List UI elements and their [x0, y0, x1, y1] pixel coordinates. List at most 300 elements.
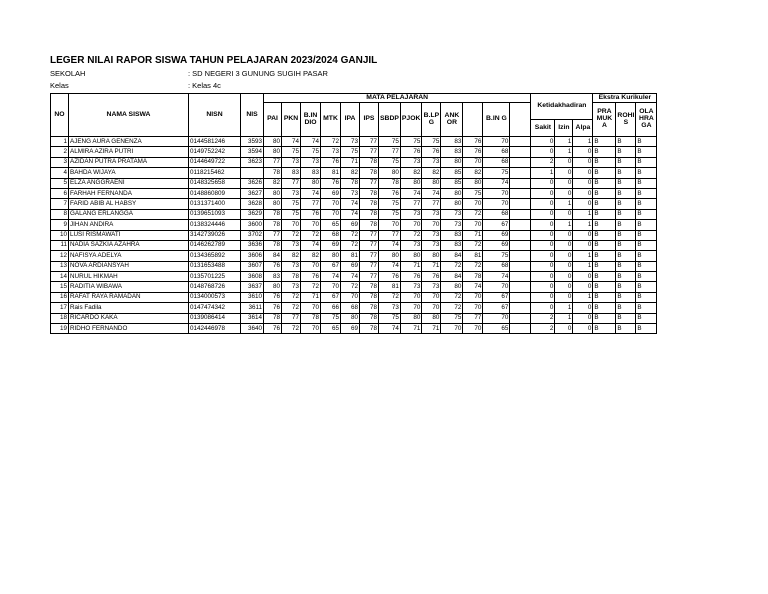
- cell-score: 71: [301, 292, 321, 302]
- school-value: : SD NEGERI 3 GUNUNG SUGIH PASAR: [188, 69, 328, 78]
- cell-absence: 0: [573, 324, 593, 334]
- cell-student-name: GALANG ERLANGGA: [69, 209, 189, 219]
- cell-extra: B: [636, 137, 657, 147]
- cell-score: 76: [379, 272, 401, 282]
- cell-score: 75: [282, 209, 301, 219]
- cell-score: 73: [321, 147, 341, 157]
- cell-score: 73: [422, 282, 441, 292]
- cell-extra: B: [636, 230, 657, 240]
- cell-extra: B: [593, 157, 616, 167]
- cell-no: 17: [51, 303, 69, 313]
- cell-score: 72: [282, 324, 301, 334]
- cell-score: 69: [483, 240, 510, 250]
- cell-score: 78: [360, 220, 379, 230]
- cell-score: 77: [301, 199, 321, 209]
- cell-no: 12: [51, 251, 69, 261]
- col-header-subjects: MATA PELAJARAN: [264, 94, 531, 103]
- cell-score: 80: [264, 199, 282, 209]
- cell-score: 75: [400, 137, 422, 147]
- cell-absence: 2: [531, 313, 555, 323]
- cell-absence: 2: [531, 157, 555, 167]
- cell-score: 77: [264, 230, 282, 240]
- cell-nis: 3628: [241, 199, 264, 209]
- cell-no: 4: [51, 168, 69, 178]
- cell-score: 69: [341, 324, 360, 334]
- table-row: [51, 157, 657, 167]
- cell-score: 70: [321, 282, 341, 292]
- cell-extra: B: [593, 272, 616, 282]
- cell-score: 75: [463, 188, 483, 198]
- cell-score: 75: [321, 313, 341, 323]
- cell-score: 78: [264, 168, 282, 178]
- cell-score: 65: [483, 324, 510, 334]
- table-row: [51, 188, 657, 198]
- cell-extra: B: [636, 282, 657, 292]
- cell-extra: B: [636, 261, 657, 271]
- cell-score: 78: [360, 209, 379, 219]
- cell-score: 77: [360, 240, 379, 250]
- cell-score: 74: [379, 240, 401, 250]
- cell-student-name: AJENG AURA GENENZA: [69, 137, 189, 147]
- cell-extra: B: [593, 220, 616, 230]
- cell-score: 78: [341, 178, 360, 188]
- cell-nis: 3623: [241, 157, 264, 167]
- cell-score: 70: [422, 292, 441, 302]
- class-value: : Kelas 4c: [188, 81, 221, 90]
- cell-nis: 3614: [241, 313, 264, 323]
- cell-score: 75: [483, 168, 510, 178]
- table-row: [51, 313, 657, 323]
- cell-absence: 0: [573, 272, 593, 282]
- cell-score: 70: [441, 324, 463, 334]
- cell-score: 84: [441, 272, 463, 282]
- cell-nisn: 3142739026: [189, 230, 241, 240]
- cell-student-name: Rais Fadila: [69, 303, 189, 313]
- cell-absence: 0: [555, 188, 573, 198]
- cell-score: 71: [400, 261, 422, 271]
- cell-absence: 1: [555, 147, 573, 157]
- cell-nis: 3637: [241, 282, 264, 292]
- cell-absence: 0: [555, 251, 573, 261]
- cell-no: 16: [51, 292, 69, 302]
- cell-score: 80: [400, 251, 422, 261]
- cell-score: 72: [341, 240, 360, 250]
- subject-header: B.IN G: [483, 103, 510, 137]
- cell-absence: 0: [555, 178, 573, 188]
- subject-header: ANK OR: [441, 103, 463, 137]
- cell-absence: 1: [555, 313, 573, 323]
- cell-score: 72: [282, 292, 301, 302]
- cell-absence: 1: [573, 292, 593, 302]
- table-row: [51, 168, 657, 178]
- cell-score: [510, 220, 531, 230]
- cell-score: 76: [400, 272, 422, 282]
- cell-extra: B: [593, 209, 616, 219]
- cell-score: 78: [282, 272, 301, 282]
- cell-score: 78: [360, 199, 379, 209]
- cell-score: 72: [282, 230, 301, 240]
- cell-extra: B: [636, 178, 657, 188]
- cell-absence: 0: [573, 147, 593, 157]
- cell-no: 19: [51, 324, 69, 334]
- col-header-no: NO: [51, 94, 69, 137]
- table-row: [51, 230, 657, 240]
- cell-absence: 1: [573, 209, 593, 219]
- cell-score: 81: [321, 168, 341, 178]
- cell-absence: 0: [573, 230, 593, 240]
- cell-score: [510, 188, 531, 198]
- cell-score: 78: [360, 324, 379, 334]
- subject-header: B.IN DIO: [301, 103, 321, 137]
- cell-extra: B: [616, 240, 636, 250]
- cell-score: 71: [422, 261, 441, 271]
- cell-score: 78: [360, 313, 379, 323]
- cell-absence: 1: [573, 220, 593, 230]
- cell-score: 67: [321, 261, 341, 271]
- cell-score: 80: [264, 147, 282, 157]
- cell-extra: B: [636, 324, 657, 334]
- cell-extra: B: [616, 188, 636, 198]
- table-row: [51, 240, 657, 250]
- cell-no: 13: [51, 261, 69, 271]
- cell-extra: B: [593, 313, 616, 323]
- cell-score: 80: [422, 178, 441, 188]
- cell-extra: B: [636, 272, 657, 282]
- cell-extra: B: [616, 303, 636, 313]
- cell-score: 76: [264, 303, 282, 313]
- cell-score: 75: [379, 157, 401, 167]
- cell-score: 70: [341, 292, 360, 302]
- cell-score: 82: [301, 251, 321, 261]
- cell-score: 72: [282, 303, 301, 313]
- cell-student-name: RIDHO FERNANDO: [69, 324, 189, 334]
- cell-score: 70: [400, 220, 422, 230]
- cell-score: 67: [483, 220, 510, 230]
- cell-extra: B: [593, 282, 616, 292]
- cell-nis: 3593: [241, 137, 264, 147]
- cell-nisn: 0147474342: [189, 303, 241, 313]
- cell-no: 9: [51, 220, 69, 230]
- cell-score: 80: [400, 178, 422, 188]
- cell-student-name: NOVA ARDIANSYAH: [69, 261, 189, 271]
- cell-score: 76: [422, 272, 441, 282]
- cell-score: [510, 261, 531, 271]
- cell-score: 74: [422, 188, 441, 198]
- cell-score: 73: [400, 282, 422, 292]
- cell-score: 77: [422, 199, 441, 209]
- cell-absence: 0: [555, 157, 573, 167]
- cell-absence: 0: [531, 137, 555, 147]
- cell-absence: 0: [531, 261, 555, 271]
- cell-score: 71: [341, 157, 360, 167]
- cell-extra: B: [593, 324, 616, 334]
- cell-score: 75: [282, 147, 301, 157]
- cell-extra: B: [593, 230, 616, 240]
- cell-score: 73: [400, 157, 422, 167]
- cell-score: 72: [463, 240, 483, 250]
- cell-score: 73: [282, 261, 301, 271]
- cell-score: 77: [379, 230, 401, 240]
- cell-score: 69: [321, 240, 341, 250]
- cell-extra: B: [593, 147, 616, 157]
- cell-score: 80: [463, 178, 483, 188]
- cell-student-name: JIHAN ANDIRA: [69, 220, 189, 230]
- cell-absence: 0: [531, 240, 555, 250]
- cell-nis: 3636: [241, 240, 264, 250]
- cell-score: 72: [321, 137, 341, 147]
- cell-score: 80: [422, 313, 441, 323]
- cell-absence: 0: [531, 220, 555, 230]
- table-row: [51, 292, 657, 302]
- cell-nis: 3611: [241, 303, 264, 313]
- table-row: [51, 261, 657, 271]
- cell-nisn: 0148768726: [189, 282, 241, 292]
- subject-header: [463, 103, 483, 137]
- subject-header: B.LP G: [422, 103, 441, 137]
- cell-nis: [241, 168, 264, 178]
- cell-score: 70: [301, 303, 321, 313]
- cell-nis: 3607: [241, 261, 264, 271]
- cell-absence: 2: [531, 324, 555, 334]
- cell-absence: 0: [555, 168, 573, 178]
- cell-score: 80: [341, 313, 360, 323]
- table-row: [51, 137, 657, 147]
- cell-nisn: 0131653488: [189, 261, 241, 271]
- cell-score: 72: [341, 282, 360, 292]
- cell-score: [510, 137, 531, 147]
- cell-score: 72: [441, 292, 463, 302]
- cell-score: 67: [483, 292, 510, 302]
- cell-score: 80: [379, 168, 401, 178]
- cell-score: 74: [400, 188, 422, 198]
- cell-score: 76: [422, 147, 441, 157]
- cell-score: [510, 251, 531, 261]
- cell-absence: 0: [555, 261, 573, 271]
- cell-extra: B: [593, 137, 616, 147]
- cell-extra: B: [636, 240, 657, 250]
- cell-nisn: 0149752242: [189, 147, 241, 157]
- cell-score: 73: [282, 240, 301, 250]
- cell-score: 80: [379, 251, 401, 261]
- cell-extra: B: [593, 303, 616, 313]
- cell-score: 80: [264, 188, 282, 198]
- subject-header: IPS: [360, 103, 379, 137]
- cell-absence: 0: [573, 157, 593, 167]
- cell-absence: 0: [573, 282, 593, 292]
- cell-extra: B: [636, 313, 657, 323]
- cell-nis: 3600: [241, 220, 264, 230]
- cell-student-name: BAHDA WIJAYA: [69, 168, 189, 178]
- cell-score: 82: [282, 251, 301, 261]
- cell-extra: B: [593, 178, 616, 188]
- cell-score: 75: [379, 209, 401, 219]
- cell-score: 76: [463, 137, 483, 147]
- cell-score: 74: [341, 199, 360, 209]
- cell-absence: 0: [531, 178, 555, 188]
- cell-score: 70: [483, 282, 510, 292]
- cell-score: [510, 230, 531, 240]
- cell-score: 83: [301, 168, 321, 178]
- cell-score: 81: [463, 251, 483, 261]
- cell-score: 80: [264, 282, 282, 292]
- cell-score: 70: [463, 199, 483, 209]
- cell-score: [510, 199, 531, 209]
- cell-absence: 0: [531, 188, 555, 198]
- cell-score: 76: [264, 261, 282, 271]
- cell-nis: 3608: [241, 272, 264, 282]
- subject-header: IPA: [341, 103, 360, 137]
- cell-no: 11: [51, 240, 69, 250]
- cell-score: 70: [400, 292, 422, 302]
- cell-extra: B: [616, 272, 636, 282]
- cell-score: 70: [422, 303, 441, 313]
- cell-no: 10: [51, 230, 69, 240]
- table-row: [51, 209, 657, 219]
- cell-score: 68: [483, 147, 510, 157]
- cell-absence: 0: [531, 199, 555, 209]
- cell-score: 77: [379, 147, 401, 157]
- cell-score: 69: [483, 230, 510, 240]
- absence-header: Izin: [555, 120, 573, 137]
- cell-score: 74: [301, 188, 321, 198]
- cell-score: 76: [301, 272, 321, 282]
- cell-score: 70: [301, 220, 321, 230]
- cell-extra: B: [636, 168, 657, 178]
- cell-score: 80: [264, 137, 282, 147]
- cell-score: 73: [282, 282, 301, 292]
- cell-absence: 0: [531, 147, 555, 157]
- subject-header: PJOK: [400, 103, 422, 137]
- cell-nisn: 0118215462: [189, 168, 241, 178]
- cell-score: [510, 303, 531, 313]
- cell-score: 78: [360, 157, 379, 167]
- cell-score: 68: [341, 303, 360, 313]
- cell-score: 83: [441, 137, 463, 147]
- cell-extra: B: [636, 303, 657, 313]
- extra-header: PRA MUK A: [593, 103, 616, 137]
- cell-absence: 0: [555, 272, 573, 282]
- cell-score: 84: [264, 251, 282, 261]
- cell-score: 72: [301, 282, 321, 292]
- cell-no: 6: [51, 188, 69, 198]
- cell-student-name: LUSI RISMAWATI: [69, 230, 189, 240]
- col-header-absence: Ketidakhadiran: [531, 94, 593, 120]
- subject-header: MTK: [321, 103, 341, 137]
- cell-nisn: 0134365892: [189, 251, 241, 261]
- cell-score: 72: [341, 230, 360, 240]
- cell-score: 73: [422, 240, 441, 250]
- cell-score: 80: [321, 251, 341, 261]
- cell-score: 82: [400, 168, 422, 178]
- cell-score: 74: [379, 261, 401, 271]
- cell-extra: B: [616, 137, 636, 147]
- cell-absence: 0: [555, 240, 573, 250]
- cell-score: 72: [463, 209, 483, 219]
- cell-absence: 0: [531, 272, 555, 282]
- cell-score: 77: [360, 261, 379, 271]
- cell-nisn: 0144581246: [189, 137, 241, 147]
- cell-score: 75: [379, 137, 401, 147]
- cell-score: 78: [360, 292, 379, 302]
- cell-extra: B: [636, 220, 657, 230]
- cell-score: 77: [463, 313, 483, 323]
- cell-nisn: 0148325658: [189, 178, 241, 188]
- cell-score: 75: [441, 313, 463, 323]
- extra-header: OLA HRA GA: [636, 103, 657, 137]
- cell-student-name: FARID ABIB AL HABSY: [69, 199, 189, 209]
- cell-score: 74: [341, 272, 360, 282]
- cell-score: 78: [264, 313, 282, 323]
- cell-score: 81: [341, 251, 360, 261]
- cell-score: 77: [360, 137, 379, 147]
- cell-extra: B: [616, 220, 636, 230]
- cell-absence: 0: [531, 282, 555, 292]
- cell-absence: 0: [555, 282, 573, 292]
- cell-nisn: 0139651093: [189, 209, 241, 219]
- cell-score: 65: [321, 220, 341, 230]
- cell-score: [510, 292, 531, 302]
- cell-score: 76: [264, 324, 282, 334]
- table-row: [51, 220, 657, 230]
- cell-score: 75: [422, 137, 441, 147]
- cell-student-name: ALMIRA AZIRA PUTRI: [69, 147, 189, 157]
- cell-score: 76: [379, 188, 401, 198]
- cell-no: 2: [51, 147, 69, 157]
- cell-nisn: 0142446978: [189, 324, 241, 334]
- cell-score: 74: [321, 272, 341, 282]
- cell-score: 83: [264, 272, 282, 282]
- cell-score: 72: [441, 303, 463, 313]
- cell-score: 80: [422, 251, 441, 261]
- cell-nisn: 0135701225: [189, 272, 241, 282]
- cell-score: 69: [341, 261, 360, 271]
- table-row: [51, 272, 657, 282]
- cell-score: 70: [379, 220, 401, 230]
- cell-score: [510, 240, 531, 250]
- cell-score: 78: [301, 313, 321, 323]
- cell-extra: B: [636, 251, 657, 261]
- cell-score: 68: [483, 157, 510, 167]
- cell-score: 65: [321, 324, 341, 334]
- cell-score: 83: [441, 230, 463, 240]
- cell-score: 73: [282, 157, 301, 167]
- cell-score: 72: [379, 292, 401, 302]
- cell-score: 78: [379, 178, 401, 188]
- cell-extra: B: [593, 251, 616, 261]
- cell-score: 77: [360, 230, 379, 240]
- cell-extra: B: [616, 147, 636, 157]
- cell-score: 83: [441, 240, 463, 250]
- cell-extra: B: [636, 292, 657, 302]
- cell-score: 76: [463, 147, 483, 157]
- cell-extra: B: [616, 168, 636, 178]
- table-row: [51, 324, 657, 334]
- cell-score: 74: [282, 137, 301, 147]
- subject-header: SBDP: [379, 103, 401, 137]
- cell-score: 70: [422, 220, 441, 230]
- cell-extra: B: [616, 251, 636, 261]
- cell-score: 73: [379, 303, 401, 313]
- cell-score: 73: [422, 157, 441, 167]
- cell-score: 73: [400, 240, 422, 250]
- cell-score: 80: [441, 282, 463, 292]
- cell-absence: 1: [531, 168, 555, 178]
- cell-score: 70: [321, 199, 341, 209]
- cell-score: 85: [441, 168, 463, 178]
- cell-student-name: FARHAH FERNANDA: [69, 188, 189, 198]
- cell-absence: 0: [555, 324, 573, 334]
- class-label: Kelas: [50, 81, 69, 90]
